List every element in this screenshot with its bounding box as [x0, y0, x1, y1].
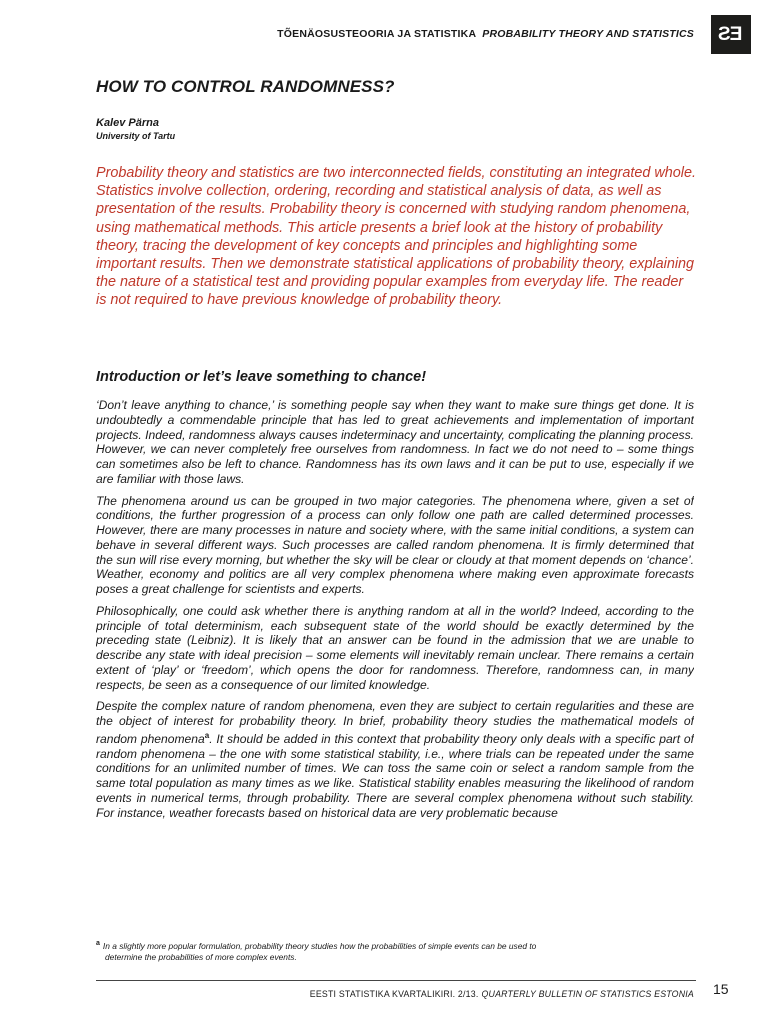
footer-text-et: EESTI STATISTIKA KVARTALIKIRI. 2/13.	[309, 989, 479, 999]
author-name: Kalev Pärna	[96, 117, 159, 129]
header-title-en: PROBABILITY THEORY AND STATISTICS	[482, 28, 694, 40]
article-title: HOW TO CONTROL RANDOMNESS?	[96, 77, 395, 96]
footer-text	[310, 989, 694, 999]
footnote-reference: a	[204, 730, 210, 740]
article-body	[96, 398, 694, 914]
footnote-mark: a	[96, 940, 100, 947]
paragraph-text: Despite the complex nature of random phenomena, even they are subject to certain regularities and these are the object of interest for probability theory. In brief, probability theory studies the mathematical models of random phenomena	[96, 699, 694, 746]
body-paragraph	[96, 699, 694, 820]
running-header	[277, 28, 694, 40]
logo-text: ES	[719, 23, 743, 45]
statistics-estonia-logo	[711, 15, 751, 54]
footnote	[96, 938, 694, 963]
section-heading: Introduction or let’s leave something to chance!	[96, 369, 427, 385]
page-number: 15	[713, 981, 729, 997]
paragraph-text: . It should be added in this context that probability theory only deals with a specific part of random phenomena – the one with some statistical stability, i.e., where trials can be repeated under the same conditions for an unlimited number of times. We can toss the same coin or select a random sample from the same total population as many times as we like. Statistical stability enables measuring the likelihood of random events in numerical terms, through probability. There are several complex phenomena without such stability. For instance, weather forecasts based on historical data are very problematic because	[96, 731, 694, 820]
footer-divider	[96, 980, 696, 981]
body-paragraph: ‘Don’t leave anything to chance,’ is something people say when they want to make sure things get done. It is undoubtedly a commendable principle that has led to great achievements and implementation of important projects. Indeed, randomness always causes indeterminacy and uncertainty, complicating the planning process. However, we can never completely free ourselves from randomness. In fact we do not need to – some things can sometimes also be left to chance. Randomness has its own laws and it can be put to use, especially if we are familiar with those laws.	[96, 398, 694, 486]
author-affiliation: University of Tartu	[96, 131, 176, 141]
footnote-text-continued: determine the probabilities of more complex events.	[105, 951, 297, 962]
footnote-text: In a slightly more popular formulation, probability theory studies how the probabilities of simple events can be used to	[102, 940, 537, 951]
header-title-et: TÕENÄOSUSTEOORIA JA STATISTIKA	[277, 28, 477, 40]
body-paragraph: The phenomena around us can be grouped in two major categories. The phenomena where, given a set of conditions, the further progression of a process can only follow one path are called determined processes. However, there are many processes in nature and society where, with the same initial conditions, a system can behave in several different ways. Such processes are called random phenomena. It is firmly determined that the sun will rise every morning, but whether the sky will be clear or cloudy at that moment depends on ‘chance’. Weather, economy and politics are all very complex phenomena where making even approximate forecasts poses a great challenge for scientists and experts.	[96, 493, 694, 596]
body-paragraph: Philosophically, one could ask whether there is anything random at all in the world? Indeed, according to the principle of total determinism, each subsequent state of the world should be exactly determined by the preceding state (Leibniz). It is likely that an answer can be found in the admission that we are unable to describe any state with ideal precision – some elements will inevitably remain unclear. There remains a certain extent of ‘play’ or ‘freedom’, which opens the door for randomness. Therefore, randomness can, in many respects, be seen as a consequence of our limited knowledge.	[96, 603, 694, 692]
footer-text-en: QUARTERLY BULLETIN OF STATISTICS ESTONIA	[481, 989, 694, 999]
abstract: Probability theory and statistics are two interconnected fields, constituting an integrated whole. Statistics involve collection, ordering, recording and statistical analysis of data, as well as presentation of the results. Probability theory is concerned with studying random phenomena, using mathematical methods. This article presents a brief look at the history of probability theory, tracing the development of key concepts and principles and highlighting some important results. Then we demonstrate statistical applications of probability theory, explaining the nature of a statistical test and providing popular examples from everyday life. The reader is not required to have previous knowledge of probability theory.	[96, 165, 696, 309]
